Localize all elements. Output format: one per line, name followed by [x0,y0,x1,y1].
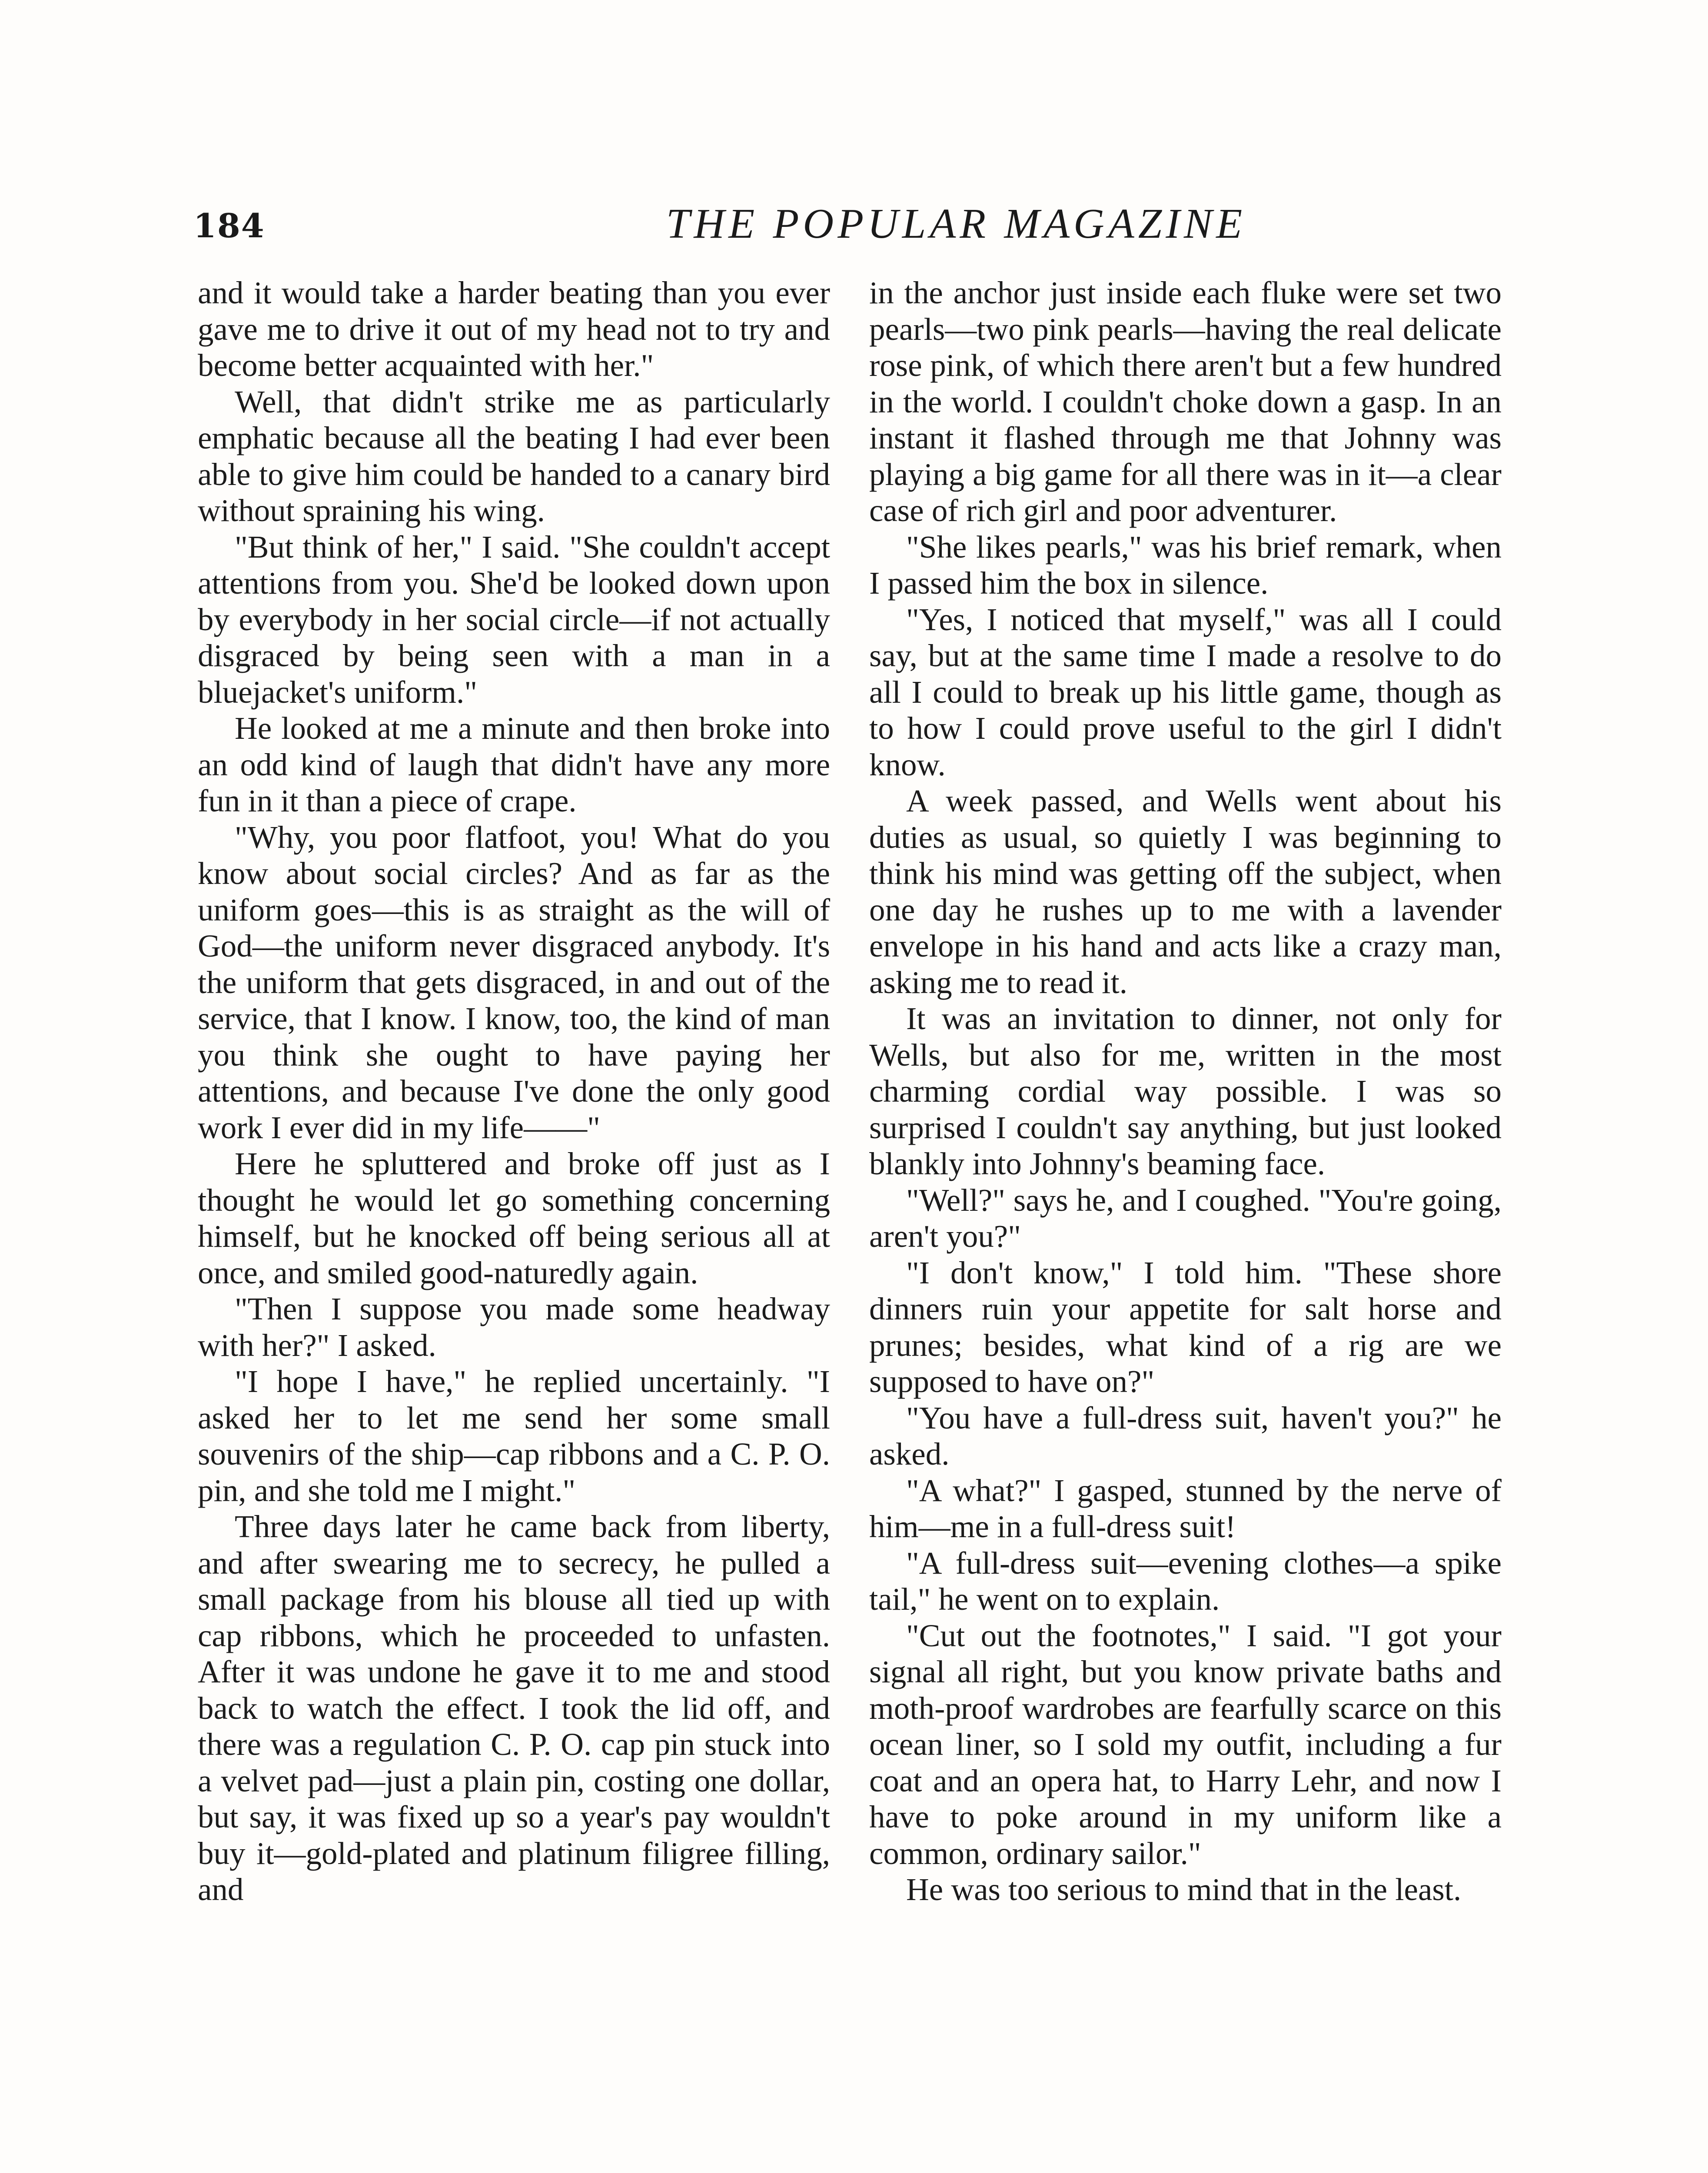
paragraph: "A full-dress suit—evening clothes—a spike tail," he went on to explain. [869,1545,1502,1617]
paragraph: Three days later he came back from liberty, and after swearing me to secrecy, he pulled a small package from his blouse all tied up with cap ribbons, which he proceeded to unfasten. After it was undone he gave it to me and stood back to watch the effect. I took the lid off, and there was a regulation C. P. O. cap pin stuck into a velvet pad—just a plain pin, costing one dollar, but say, it was fixed up so a year's pay wouldn't buy it—gold-plated and platinum filigree filling, and [198,1509,830,1907]
paragraph: and it would take a harder beating than you ever gave me to drive it out of my head not to try and become better acquainted with her." [198,275,830,383]
paragraph: Well, that didn't strike me as particularly emphatic because all the beating I had ever been able to give him could be handed to a canary bird without spraining his wing. [198,384,830,528]
paragraph: "But think of her," I said. "She couldn't accept attentions from you. She'd be looked down upon by everybody in her social circle—if not actually disgraced by being seen with a man in a bluejacket's uniform." [198,529,830,710]
page-header [193,193,1519,259]
paragraph: "Then I suppose you made some headway with her?" I asked. [198,1291,830,1363]
running-title: THE POPULAR MAGAZINE [666,200,1246,247]
paragraph: "Cut out the footnotes," I said. "I got your signal all right, but you know private baths and moth-proof wardrobes are fearfully scarce on this ocean liner, so I sold my outfit, including a fur coat and an opera hat, to Harry Lehr, and now I have to poke around in my uniform like a common, ordinary sailor." [869,1618,1502,1871]
paragraph: "A what?" I gasped, stunned by the nerve of him—me in a full-dress suit! [869,1472,1502,1544]
paragraph: in the anchor just inside each fluke were set two pearls—two pink pearls—having the real delicate rose pink, of which there aren't but a few hundred in the world. I couldn't choke down a gasp. In an instant it flashed through me that Johnny was playing a big game for all there was in it—a clear case of rich girl and poor adventurer. [869,275,1502,528]
paragraph: "I hope I have," he replied uncertainly. "I asked her to let me send her some small souvenirs of the ship—cap ribbons and a C. P. O. pin, and she told me I might." [198,1364,830,1508]
paragraph: "Well?" says he, and I coughed. "You're going, aren't you?" [869,1182,1502,1254]
paragraph: "Yes, I noticed that myself," was all I could say, but at the same time I made a resolve to do all I could to break up his little game, though as to how I could prove useful to the girl I didn't know. [869,601,1502,782]
page-number: 184 [193,206,265,245]
paragraph: A week passed, and Wells went about his duties as usual, so quietly I was beginning to think his mind was getting off the subject, when one day he rushes up to me with a lavender envelope in his hand and acts like a crazy man, asking me to read it. [869,783,1502,1000]
paragraph: He was too serious to mind that in the least. [906,1872,1462,1907]
paragraph: Here he spluttered and broke off just as I thought he would let go something concerning himself, but he knocked off being serious all at once, and smiled good-naturedly again. [198,1146,830,1290]
right-text-column [869,275,1502,1908]
left-text-column [198,275,830,1908]
paragraph: "I don't know," I told him. "These shore dinners ruin your appetite for salt horse and prunes; besides, what kind of a rig are we supposed to have on?" [869,1255,1502,1399]
paragraph: "You have a full-dress suit, haven't you?" he asked. [869,1400,1502,1472]
paragraph: It was an invitation to dinner, not only for Wells, but also for me, written in the most charming cordial way possible. I was so surprised I couldn't say anything, but just looked blankly into Johnny's beaming face. [869,1001,1502,1181]
paragraph: "Why, you poor flatfoot, you! What do you know about social circles? And as far as the uniform goes—this is as straight as the will of God—the uniform never disgraced anybody. It's the uniform that gets disgraced, in and out of the service, that I know. I know, too, the kind of man you think she ought to have paying her attentions, and because I've done the only good work I ever did in my life——" [198,819,830,1145]
paragraph: He looked at me a minute and then broke into an odd kind of laugh that didn't have any more fun in it than a piece of crape. [198,711,830,818]
paragraph: "She likes pearls," was his brief remark, when I passed him the box in silence. [869,529,1502,601]
